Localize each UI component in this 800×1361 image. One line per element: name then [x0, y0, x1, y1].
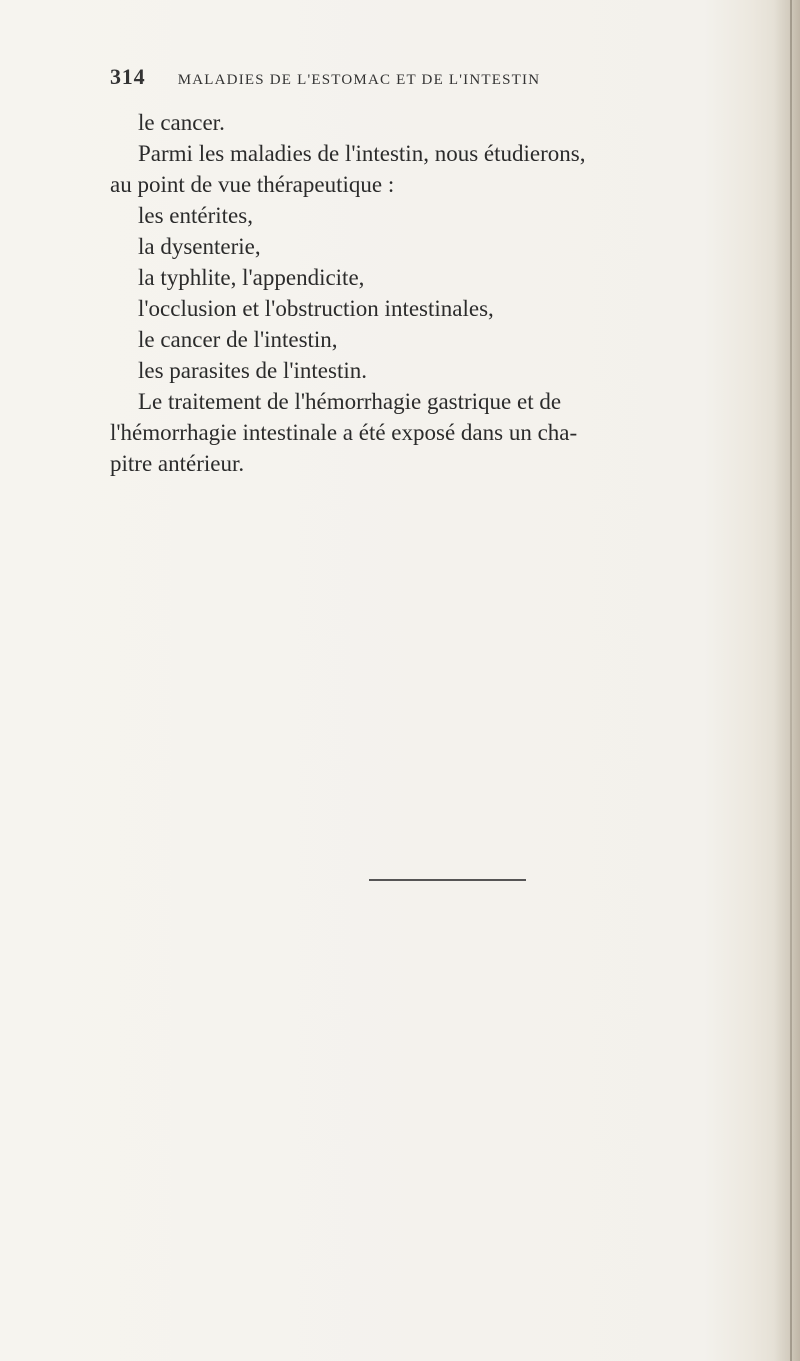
page-edge-line [790, 0, 792, 1361]
page-edge-shadow [774, 0, 800, 1361]
running-header [110, 64, 730, 94]
body-text [110, 107, 770, 479]
text-line: les entérites, [138, 203, 253, 228]
text-line: au point de vue thérapeutique : [110, 172, 395, 197]
running-title: MALADIES DE L'ESTOMAC ET DE L'INTESTIN [177, 72, 541, 88]
text-line: la typhlite, l'appendicite, [138, 265, 365, 290]
text-line: le cancer. [138, 110, 225, 135]
text-line: l'hémorrhagie intestinale a été exposé dans un cha- [110, 420, 578, 445]
text-line: pitre antérieur. [110, 451, 245, 476]
text-line: le cancer de l'intestin, [138, 327, 338, 352]
text-line: les parasites de l'intestin. [138, 358, 367, 383]
text-line: la dysenterie, [138, 234, 261, 259]
section-divider [369, 879, 526, 881]
page-number: 314 [110, 64, 146, 89]
text-line: Le traitement de l'hémorrhagie gastrique et de [138, 389, 562, 414]
text-line: l'occlusion et l'obstruction intestinales, [138, 296, 494, 321]
text-line: Parmi les maladies de l'intestin, nous étudierons, [138, 141, 586, 166]
